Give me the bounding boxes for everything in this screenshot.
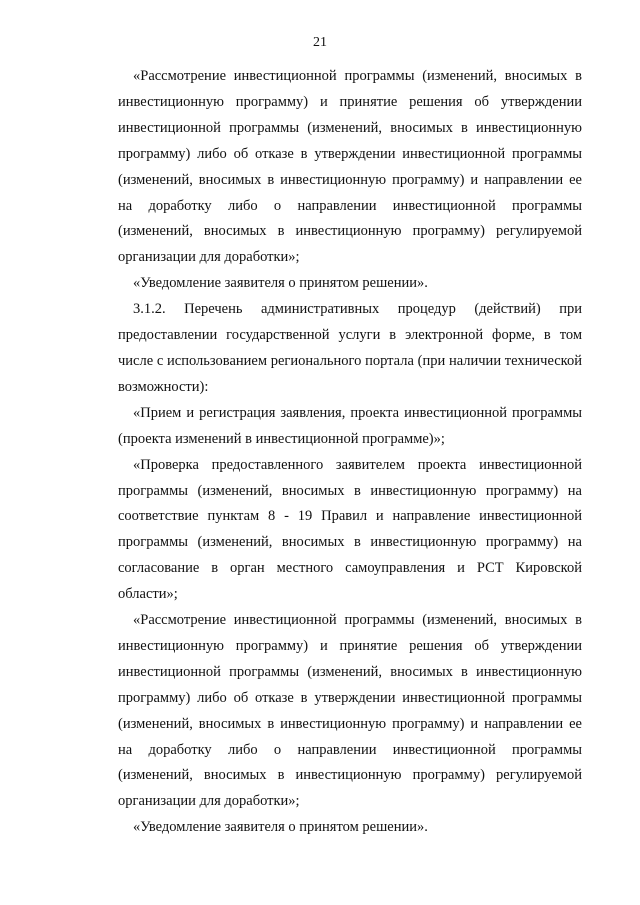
paragraph-verify-project: «Проверка предоставленного заявителем проекта инвестиционной программы (изменений, вносимых в инвестиционную программу) на соответствие пунктам 8 - 19 Правил и направление инвестиционной программы (изменений, вносимых в инвестиционную программу) на согласование в орган местного самоуправления и РСТ Кировской области»; (118, 456, 582, 603)
paragraph-notify-applicant-electronic: «Уведомление заявителя о принятом решении». (133, 819, 428, 836)
paragraph-review-program: «Рассмотрение инвестиционной программы (изменений, вносимых в инвестиционную программу) и принятие решения об утверждении инвестиционной программы (изменений, вносимых в инвестиционную программу) либо об отказе в утверждении инвестиционной программы (изменений, вносимых в инвестиционную программу) и направлении ее на доработку либо о направлении инвестиционной программы (изменений, вносимых в инвестиционную программу) регулируемой организации для доработки»; (118, 68, 582, 266)
paragraph-notify-applicant: «Уведомление заявителя о принятом решении». (133, 275, 428, 292)
paragraph-review-program-electronic: «Рассмотрение инвестиционной программы (изменений, вносимых в инвестиционную программу) и принятие решения об утверждении инвестиционной программы (изменений, вносимых в инвестиционную программу) либо об отказе в утверждении инвестиционной программы (изменений, вносимых в инвестиционную программу) и направлении ее на доработку либо о направлении инвестиционной программы (изменений, вносимых в инвестиционную программу) регулируемой организации для доработки»; (118, 612, 582, 810)
paragraph-receive-register: «Прием и регистрация заявления, проекта инвестиционной программы (проекта изменений в инвестиционной программе)»; (118, 404, 582, 447)
paragraph-procedure-list-heading: 3.1.2. Перечень административных процедур (действий) при предоставлении государственной услуги в электронной форме, в том числе с использованием регионального портала (при наличии технической возможности): (118, 301, 582, 395)
document-body (118, 64, 582, 841)
page-number: 21 (313, 35, 327, 50)
